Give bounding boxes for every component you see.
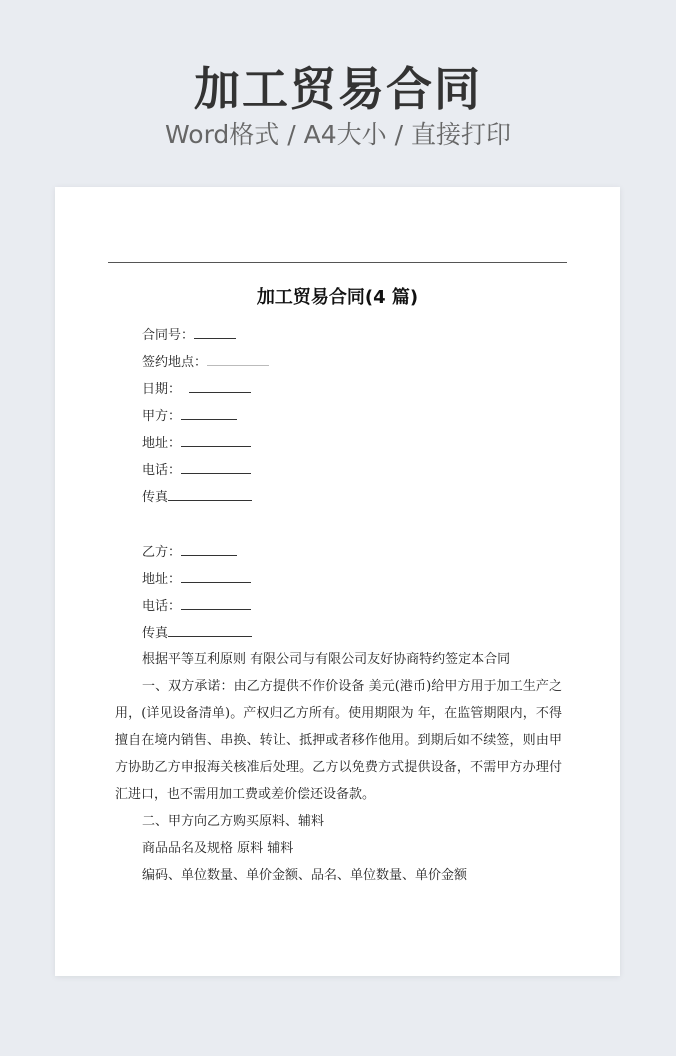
page-subtitle: Word格式 / A4大小 / 直接打印 (165, 120, 511, 149)
fill-blank (181, 608, 251, 610)
fill-blank (168, 635, 252, 637)
fill-blank (168, 499, 252, 501)
fill-blank (189, 391, 251, 393)
field-signing-place (142, 349, 542, 376)
fill-blank (194, 337, 236, 339)
field-label: 日期： (142, 382, 182, 397)
field-party-b (142, 539, 542, 566)
field-label: 签约地点： (142, 355, 208, 370)
fill-blank (181, 418, 237, 420)
field-label: 电话： (142, 599, 182, 614)
field-date (142, 376, 542, 403)
field-label: 传真 (142, 626, 169, 641)
page-title: 加工贸易合同 (194, 62, 482, 116)
field-label: 地址： (142, 436, 182, 451)
header-rule (108, 262, 567, 263)
field-label: 电话： (142, 463, 182, 478)
paragraph-goods-spec: 商品品名及规格 原料 辅料 (142, 841, 294, 856)
field-party-a-phone (142, 457, 542, 484)
document-page (55, 187, 620, 976)
paragraph-preamble: 根据平等互利原则 有限公司与有限公司友好协商特约签定本合同 (142, 652, 511, 667)
document-title: 加工贸易合同(4 篇) (256, 287, 419, 308)
paragraph-clause-2: 二、甲方向乙方购买原料、辅料 (142, 814, 325, 829)
field-label: 地址： (142, 572, 182, 587)
fill-blank (207, 364, 269, 366)
field-party-a (142, 403, 542, 430)
fill-blank (181, 472, 251, 474)
field-party-a-fax (142, 484, 542, 511)
field-label: 乙方： (142, 545, 182, 560)
fill-blank (181, 581, 251, 583)
field-party-b-phone (142, 593, 542, 620)
fill-blank (181, 554, 237, 556)
field-party-a-address (142, 430, 542, 457)
field-label: 甲方： (142, 409, 182, 424)
field-label: 传真 (142, 490, 169, 505)
paragraph-clause-1: 一、双方承诺：由乙方提供不作价设备 美元(港币)给甲方用于加工生产之用，(详见设备清单)。产权归乙方所有。使用期限为 年，在监管期限内，不得擅自在境内销售、串换、转让、抵押或者移作他用。到期后如不续签，则由甲方协助乙方申报海关核准后处理。乙方以免费方式提供设备，不需甲方办理付汇进口，也不需用加工费或差价偿还设备款。 (115, 679, 562, 802)
field-party-b-fax (142, 620, 542, 647)
contract-body (115, 646, 562, 889)
fill-blank (181, 445, 251, 447)
contract-fields (142, 322, 542, 647)
field-label: 合同号： (142, 328, 195, 343)
paragraph-columns: 编码、单位数量、单价金额、品名、单位数量、单价金额 (142, 868, 468, 883)
field-party-b-address (142, 566, 542, 593)
field-contract-number (142, 322, 542, 349)
